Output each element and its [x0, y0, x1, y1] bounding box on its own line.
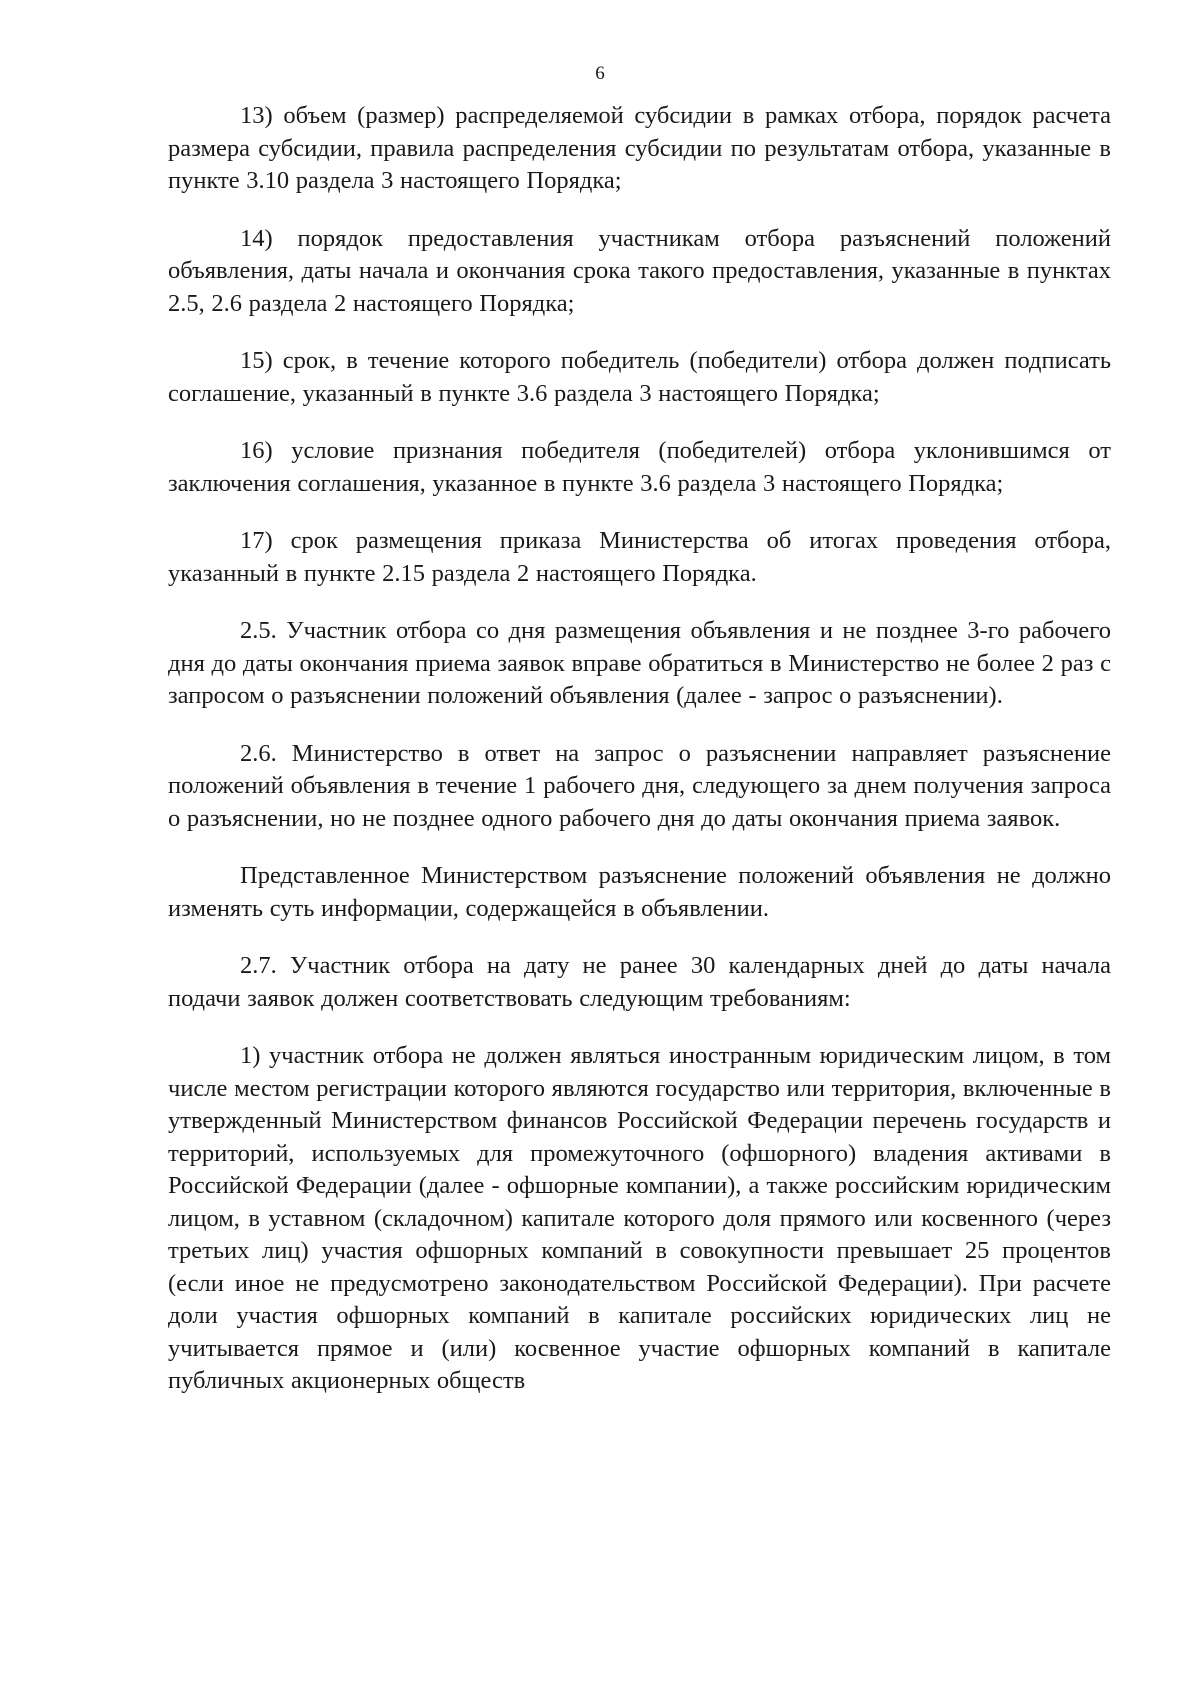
document-body [168, 100, 1111, 1398]
paragraph-clause-2-5: 2.5. Участник отбора со дня размещения объявления и не позднее 3-го рабочего дня до даты окончания приема заявок вправе обратиться в Министерство не более 2 раз с запросом о разъяснении положений объявления (далее - запрос о разъяснении). [168, 617, 1111, 709]
paragraph-item-15: 15) срок, в течение которого победитель (победители) отбора должен подписать соглашение, указанный в пункте 3.6 раздела 3 настоящего Порядка; [168, 347, 1111, 407]
paragraph-clarification-note: Представленное Министерством разъяснение положений объявления не должно изменять суть информации, содержащейся в объявлении. [168, 862, 1111, 922]
paragraph-requirement-1: 1) участник отбора не должен являться иностранным юридическим лицом, в том числе местом регистрации которого являются государство или территория, включенные в утвержденный Министерством финансов Российской Федерации перечень государств и территорий, используемых для промежуточного (офшорного) владения активами в Российской Федерации (далее - офшорные компании), а также российским юридическим лицом, в уставном (складочном) капитале которого доля прямого или косвенного (через третьих лиц) участия офшорных компаний в совокупности превышает 25 процентов (если иное не предусмотрено законодательством Российской Федерации). При расчете доли участия офшорных компаний в капитале российских юридических лиц не учитывается прямое и (или) косвенное участие офшорных компаний в капитале публичных акционерных обществ [168, 1042, 1111, 1394]
paragraph-item-16: 16) условие признания победителя (победителей) отбора уклонившимся от заключения соглашения, указанное в пункте 3.6 раздела 3 настоящего Порядка; [168, 437, 1111, 497]
paragraph-item-17: 17) срок размещения приказа Министерства об итогах проведения отбора, указанный в пункте 2.15 раздела 2 настоящего Порядка. [168, 527, 1111, 587]
paragraph-item-13: 13) объем (размер) распределяемой субсидии в рамках отбора, порядок расчета размера субсидии, правила распределения субсидии по результатам отбора, указанные в пункте 3.10 раздела 3 настоящего Порядка; [168, 102, 1111, 194]
paragraph-item-14: 14) порядок предоставления участникам отбора разъяснений положений объявления, даты начала и окончания срока такого предоставления, указанные в пунктах 2.5, 2.6 раздела 2 настоящего Порядка; [168, 224, 1111, 317]
paragraph-clause-2-7: 2.7. Участник отбора на дату не ранее 30 календарных дней до даты начала подачи заявок должен соответствовать следующим требованиям: [168, 952, 1111, 1012]
paragraph-clause-2-6: 2.6. Министерство в ответ на запрос о разъяснении направляет разъяснение положений объявления в течение 1 рабочего дня, следующего за днем получения запроса о разъяснении, но не позднее одного рабочего дня до даты окончания приема заявок. [168, 739, 1111, 832]
page-number: 6 [595, 63, 605, 84]
